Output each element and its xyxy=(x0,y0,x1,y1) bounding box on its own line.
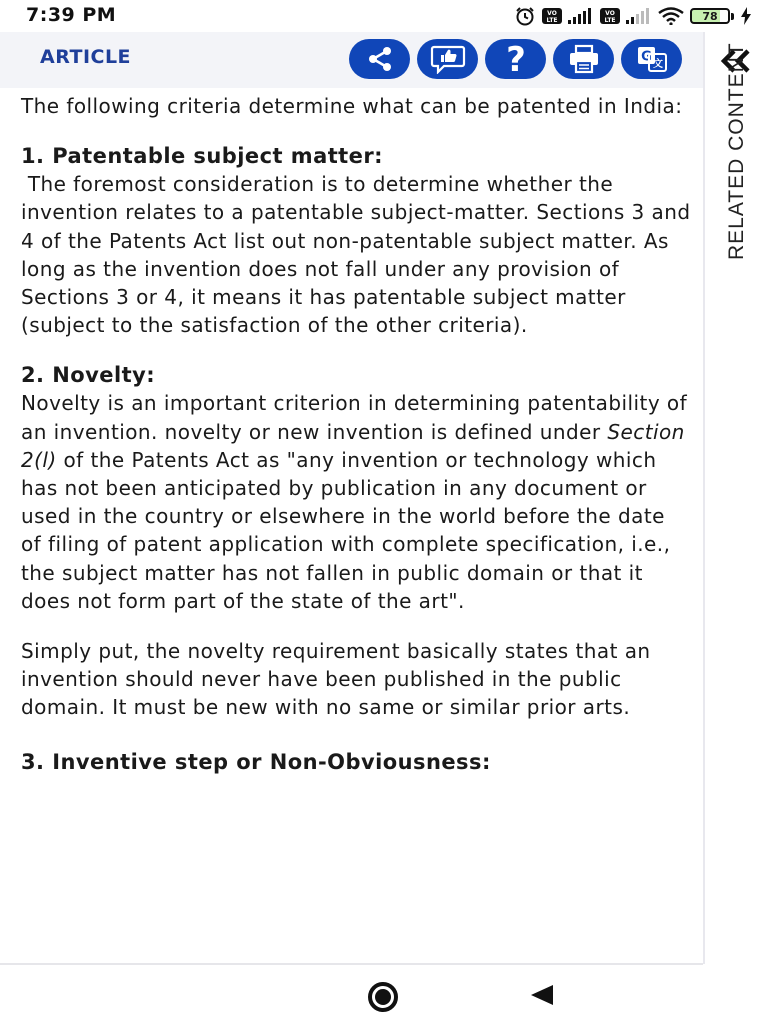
alarm-icon xyxy=(514,6,536,26)
article-body xyxy=(21,92,698,776)
section-paragraph: Simply put, the novelty requirement basically states that an invention should never have been published in the public domain. It must be new with no same or similar prior arts. xyxy=(21,639,651,720)
signal-icon-2 xyxy=(626,8,652,24)
svg-text:文: 文 xyxy=(652,59,663,70)
translate-button[interactable] xyxy=(621,39,682,79)
question-icon xyxy=(502,43,530,75)
paragraph-text: of the Patents Act as "any invention or technology which has not been anticipated by publication in any document or used in the country or elsewhere in the world before the date of filing of patent application with complete specification, i.e., the subject matter has not fallen in public domain or that it does not form part of the state of the art". xyxy=(21,447,671,613)
print-button[interactable] xyxy=(553,39,614,79)
section-heading: 3. Inventive step or Non-Obviousness: xyxy=(21,749,491,774)
charging-icon xyxy=(740,7,752,25)
section-paragraph xyxy=(21,389,691,615)
signal-icon xyxy=(568,8,594,24)
print-icon xyxy=(568,44,600,74)
svg-text:LTE: LTE xyxy=(546,17,558,24)
related-content-panel[interactable] xyxy=(703,32,768,964)
feedback-button[interactable] xyxy=(417,39,478,79)
article-header xyxy=(0,32,703,88)
section-heading: 2. Novelty: xyxy=(21,363,156,388)
status-time: 7:39 PM xyxy=(26,4,117,26)
svg-text:LTE: LTE xyxy=(604,17,616,24)
share-icon xyxy=(366,45,394,73)
header-actions xyxy=(349,39,682,79)
back-triangle-icon[interactable] xyxy=(531,985,553,1005)
volte-icon-2 xyxy=(600,8,620,24)
battery-level: 78 xyxy=(690,8,730,24)
volte-icon xyxy=(542,8,562,24)
section-paragraph: The foremost consideration is to determine whether the invention relates to a patentable subject-matter. Sections 3 and 4 of the Patents Act list out non-patentable subject matter. As long as the invention does not fall under any provision of Sections 3 or 4, it means it has patentable subject matter (subject to the satisfaction of the other criteria). xyxy=(21,172,698,338)
section-heading: 1. Patentable subject matter: xyxy=(21,144,384,169)
svg-text:VO: VO xyxy=(605,10,615,17)
help-button[interactable] xyxy=(485,39,546,79)
article-intro: The following criteria determine what can be patented in India: xyxy=(21,94,683,118)
status-bar xyxy=(0,0,768,32)
home-circle-icon[interactable] xyxy=(368,982,398,1012)
section-reference-link: Section 2(l) xyxy=(21,419,685,472)
status-icons xyxy=(514,6,752,26)
related-content-label[interactable]: RELATED CONTENT xyxy=(725,42,748,260)
svg-text:?: ? xyxy=(505,43,526,75)
paragraph-text: Novelty is an important criterion in determining patentability of an invention. novelty or new invention is defined under xyxy=(21,391,688,444)
svg-text:G: G xyxy=(640,49,652,65)
wifi-icon xyxy=(658,7,684,25)
translate-icon xyxy=(636,45,668,73)
svg-text:VO: VO xyxy=(547,10,557,17)
thumbs-up-chat-icon xyxy=(430,44,466,74)
page-title: ARTICLE xyxy=(40,46,132,68)
share-button[interactable] xyxy=(349,39,410,79)
system-nav-bar xyxy=(0,965,768,1024)
battery-icon xyxy=(690,8,734,24)
